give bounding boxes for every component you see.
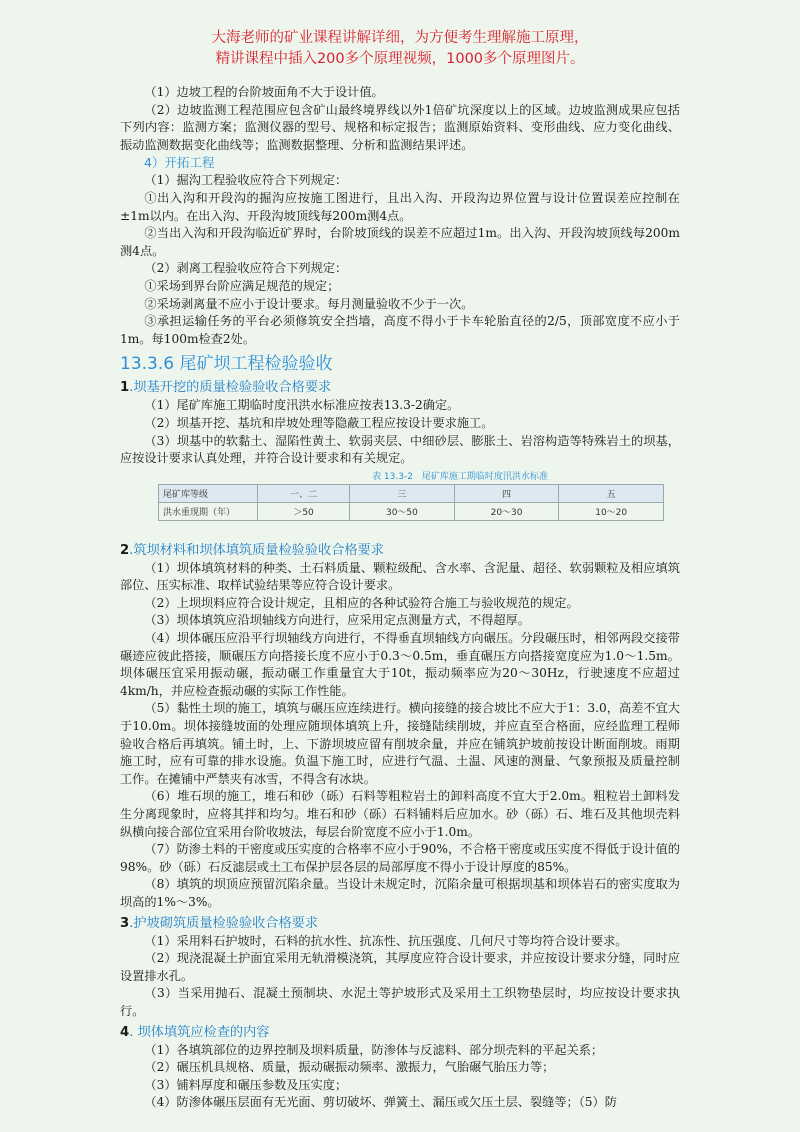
table-title: 表 13.3-2 尾矿库施工期临时度汛洪水标准 — [372, 471, 548, 482]
paragraph: （1）坝体填筑材料的种类、土石料质量、颗粒级配、含水率、含泥量、超径、软弱颗粒及相应填筑部位、压实标准、取样试验结果等应符合设计要求。 — [120, 560, 680, 593]
heading-number: 2 — [120, 542, 130, 558]
paragraph: （5）黏性土坝的施工，填筑与碾压应连续进行。横向接缝的接合坡比不应大于1：3.0，高差不宜大于10.0m。坝体接缝坡面的处理应随坝体填筑上升，接缝陆续削坡，并应直至合格面，应经监理工程师验收合格后再填筑。铺土时，上、下游坝坡应留有削坡余量，并应在铺筑护坡前按设计断面削坡。雨期施工时，应有可靠的排水设施。负温下施工时，应进行气温、土温、风速的测量、气象预报及质量控制工作。在摊铺中严禁夹有冰雪，不得含有冰块。 — [120, 701, 680, 786]
paragraph: ②当出入沟和开段沟临近矿界时，台阶坡顶线的误差不应超过1m。出入沟、开段沟坡顶线每200m测4点。 — [120, 226, 680, 258]
table-cell: 三 — [350, 484, 455, 502]
paragraph: （1）尾矿库施工期临时度汛洪水标准应按表13.3-2确定。 — [144, 398, 460, 413]
table-cell: 20～30 — [454, 502, 559, 520]
paragraph: （2）上坝坝料应符合设计规定，且相应的各种试验符合施工与验收规范的规定。 — [144, 595, 579, 610]
table-row — [159, 484, 664, 502]
spacer — [120, 521, 680, 539]
table-cell: 四 — [454, 484, 559, 502]
paragraph: （2）剥离工程验收应符合下列规定： — [144, 261, 348, 276]
paragraph: ②采场剥离量不应小于设计要求。每月测量验收不少于一次。 — [144, 296, 474, 311]
paragraph: ①出入沟和开段沟的掘沟应按施工图进行，且出入沟、开段沟边界位置与设计位置误差应控制在±1m以内。在出入沟、开段沟坡顶线每200m测4点。 — [120, 190, 680, 223]
paragraph: （3）坝体填筑应沿坝轴线方向进行，应采用定点测量方式，不得超厚。 — [144, 613, 530, 628]
promo-banner — [120, 28, 680, 70]
section-title: 13.3.6 尾矿坝工程检验验收 — [120, 354, 333, 375]
paragraph: （3）当采用抛石、混凝土预制块、水泥土等护坡形式及采用土工织物垫层时，均应按设计要求执行。 — [120, 986, 680, 1018]
table-cell: 尾矿库等级 — [159, 484, 258, 502]
paragraph: ③承担运输任务的平台必须修筑安全挡墙，高度不得小于卡车轮胎直径的2/5，顶部宽度不应小于1m。每100m检查2处。 — [120, 314, 680, 346]
paragraph: （2）碾压机具规格、质量，振动碾振动频率、激振力，气胎碾气胎压力等； — [144, 1060, 555, 1075]
paragraph: （4）防渗体碾压层面有无光面、剪切破坏、弹簧土、漏压或欠压土层、裂缝等；（5）防 — [144, 1095, 617, 1110]
heading-text: .坝基开挖的质量检验验收合格要求 — [129, 380, 332, 396]
paragraph: ①采场到界台阶应满足规范的规定； — [144, 278, 340, 293]
table-cell: 洪水重现期（年） — [159, 502, 258, 520]
heading-number: 1 — [120, 380, 130, 396]
heading-text: .筑坝材料和坝体填筑质量检验验收合格要求 — [129, 542, 384, 558]
flood-standard-table-block — [120, 470, 680, 521]
paragraph: （3）铺料厚度和碾压参数及压实度； — [144, 1077, 348, 1092]
banner-line-2: 精讲课程中插入200多个原理视频，1000多个原理图片。 — [215, 51, 585, 67]
heading-number: 4 — [120, 1024, 130, 1040]
heading-number: 3 — [120, 915, 130, 931]
paragraph: （1）采用料石护坡时，石料的抗水性、抗冻性、抗压强度、几何尺寸等均符合设计要求。 — [144, 933, 628, 948]
paragraph: （4）坝体碾压应沿平行坝轴线方向进行，不得垂直坝轴线方向碾压。分段碾压时，相邻两段交接带碾迹应彼此搭接，顺碾压方向搭接长度不应小于0.3～0.5m，垂直碾压方向搭接宽度应为1.0～1.5m。坝体碾压宜采用振动碾，振动碾工作重量宜大于10t，振动频率应为20～30Hz，行驶速度不应超过4km/h，并应检查振动碾的实际工作性能。 — [120, 631, 680, 698]
paragraph: （2）现浇混凝土护面宜采用无轨滑模浇筑，其厚度应符合设计要求，并应按设计要求分缝，同时应设置排水孔。 — [120, 951, 680, 983]
heading-4 — [120, 1023, 680, 1042]
paragraph: （7）防渗土料的干密度或压实度的合格率不应小于90%，不合格干密度或压实度不得低于设计值的98%。砂（砾）石反滤层或土工布保护层各层的局部厚度不得小于设计厚度的85%。 — [120, 842, 680, 874]
paragraph: （3）坝基中的软黏土、湿陷性黄土、软弱夹层、中细砂层、膨胀土、岩溶构造等特殊岩土的坝基，应按设计要求认真处理，并符合设计要求和有关规定。 — [120, 433, 680, 466]
table-cell: 一、二 — [258, 484, 350, 502]
table-cell: ＞50 — [258, 502, 350, 520]
heading-3 — [120, 914, 680, 933]
paragraph: （1）掘沟工程验收应符合下列规定： — [144, 173, 348, 188]
heading-1 — [120, 378, 680, 397]
paragraph: （2）坝基开挖、基坑和岸坡处理等隐蔽工程应按设计要求施工。 — [144, 415, 494, 430]
banner-line-1: 大海老师的矿业课程讲解详细，为方便考生理解施工原理， — [211, 30, 589, 46]
heading-2 — [120, 541, 680, 560]
table-row — [159, 502, 664, 520]
paragraph: （2）边坡监测工程范围应包含矿山最终境界线以外1倍矿坑深度以上的区域。边坡监测成果应包括下列内容：监测方案；监测仪器的型号、规格和标定报告；监测原始资料、变形曲线、应力变化曲线、振动监测数据变化曲线等；监测数据整理、分析和监测结果评述。 — [120, 102, 680, 152]
table-cell: 30～50 — [350, 502, 455, 520]
paragraph: （1）各填筑部位的边界控制及坝料质量，防渗体与反滤料、部分坝壳料的平起关系； — [144, 1042, 604, 1057]
table-cell: 五 — [559, 484, 664, 502]
subheading-4-development: 4）开拓工程 — [144, 155, 215, 171]
heading-text: .护坡砌筑质量检验验收合格要求 — [129, 915, 319, 931]
table-cell: 10～20 — [559, 502, 664, 520]
paragraph: （6）堆石坝的施工，堆石和砂（砾）石料等粗粒岩土的卸料高度不宜大于2.0m。粗粒岩土卸料发生分离现象时，应将其拌和均匀。堆石和砂（砾）石料铺料后应加水。砂（砾）石、堆石及其他坝壳料纵横向接合部位宜采用台阶收坡法，每层台阶宽度不应小于1.0m。 — [120, 789, 680, 839]
heading-text: . 坝体填筑应检查的内容 — [129, 1024, 270, 1040]
paragraph: （1）边坡工程的台阶坡面角不大于设计值。 — [144, 85, 384, 99]
paragraph: （8）填筑的坝顶应预留沉陷余量。当设计未规定时，沉陷余量可根据坝基和坝体岩石的密实度取为坝高的1%～3%。 — [120, 877, 680, 909]
flood-standard-table — [158, 484, 664, 521]
